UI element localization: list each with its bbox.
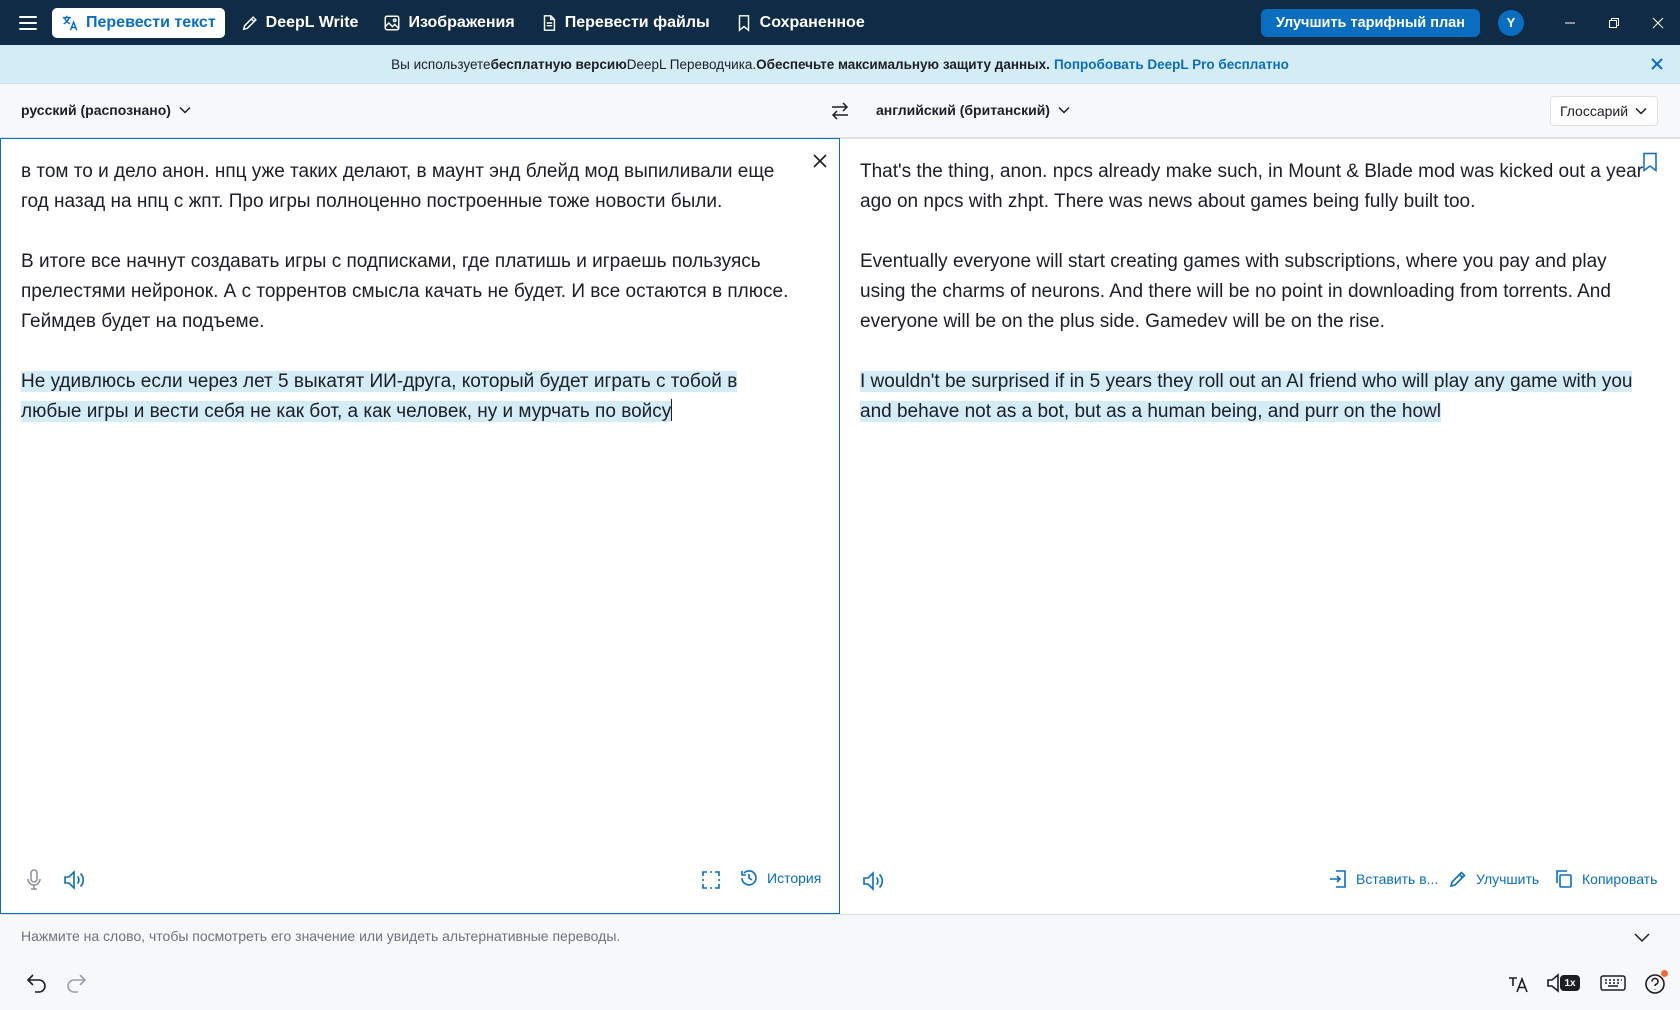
tab-deepl-write[interactable]	[232, 8, 368, 38]
improve-label: Улучшить	[1476, 871, 1540, 887]
source-panel	[0, 138, 840, 914]
insert-icon	[1328, 869, 1348, 889]
swap-languages-icon[interactable]	[828, 99, 852, 123]
chevron-down-icon[interactable]	[1632, 927, 1652, 947]
clear-text-icon[interactable]	[810, 151, 830, 171]
restore-icon	[1608, 17, 1620, 29]
speaker-icon[interactable]	[860, 868, 886, 894]
source-paragraph: В итоге все начнут создавать игры с подписками, где платишь и играешь пользуясь прелестями нейронок. А с торрентов смысла качать не будет. И все остаются в плюсе. Геймдев будет на подъеме.	[21, 251, 789, 332]
source-language-select[interactable]	[21, 102, 192, 118]
restore-button[interactable]	[1592, 0, 1636, 45]
tab-label: Перевести текст	[86, 13, 216, 31]
redo-icon[interactable]	[63, 970, 89, 996]
minimize-button[interactable]	[1548, 0, 1592, 45]
chevron-down-icon	[178, 103, 192, 117]
tab-translate-files[interactable]	[531, 8, 719, 38]
bottom-toolbar	[0, 957, 1680, 1010]
pencil-icon	[1448, 869, 1468, 889]
history-button[interactable]	[739, 868, 821, 888]
translation-output	[860, 157, 1645, 457]
source-footer	[1, 847, 839, 913]
file-icon	[540, 14, 558, 32]
target-panel	[840, 138, 1680, 914]
target-paragraph: That's the thing, anon. npcs already make such, in Mount & Blade mod was kicked out a year ago on npcs with zhpt. There was news about games being fully built too.	[860, 161, 1644, 212]
tab-label: Изображения	[408, 13, 515, 31]
source-text-input[interactable]	[21, 157, 791, 457]
save-translation-icon[interactable]	[1642, 152, 1658, 172]
banner-bold: Обеспечьте максимальную защиту данных.	[756, 56, 1050, 72]
target-language-select[interactable]	[876, 102, 1071, 118]
chevron-down-icon	[1057, 103, 1071, 117]
copy-icon	[1554, 869, 1574, 889]
avatar[interactable]: Y	[1498, 10, 1524, 36]
tab-label: Перевести файлы	[564, 13, 710, 31]
undo-icon[interactable]	[24, 970, 50, 996]
image-icon	[383, 14, 401, 32]
tab-translate-text[interactable]	[52, 8, 225, 38]
minimize-icon	[1564, 17, 1576, 29]
keyboard-icon[interactable]	[1598, 970, 1628, 996]
tab-images[interactable]	[374, 8, 523, 38]
language-bar	[0, 84, 1680, 138]
main-nav	[52, 0, 881, 45]
tab-saved[interactable]	[726, 8, 874, 38]
copy-button[interactable]	[1554, 869, 1657, 889]
chevron-down-icon	[1634, 104, 1648, 118]
selected-text: Не удивлюсь если через лет 5 выкатят ИИ-друга, который будет играть с тобой в любые игры и вести себя не как бот, а как человек, ну и мурчать по войсу	[21, 371, 738, 422]
target-paragraph-selected	[860, 367, 1645, 427]
close-icon[interactable]	[1648, 55, 1666, 73]
insert-into-button[interactable]	[1328, 869, 1438, 889]
microphone-icon[interactable]	[21, 867, 47, 893]
source-language-label: русский (распознано)	[21, 102, 171, 118]
speed-badge: 1x	[1560, 975, 1580, 991]
close-icon	[1652, 17, 1664, 29]
target-language-label: английский (британский)	[876, 102, 1050, 118]
text-cursor	[671, 399, 672, 421]
help-button[interactable]	[1642, 970, 1668, 996]
notification-dot	[1661, 970, 1668, 977]
copy-label: Копировать	[1582, 871, 1658, 887]
try-pro-link[interactable]: Попробовать DeepL Pro бесплатно	[1053, 56, 1289, 72]
improve-button[interactable]	[1448, 869, 1539, 889]
hint-bar	[0, 914, 1680, 957]
title-bar	[0, 0, 1680, 45]
source-paragraph: в том то и дело анон. нпц уже таких делают, в маунт энд блейд мод выпиливали еще год назад на нпц с жпт. Про игры полноценно построенные тоже новости были.	[21, 161, 775, 212]
menu-icon[interactable]	[14, 9, 42, 37]
glossary-label: Глоссарий	[1559, 103, 1629, 119]
upgrade-plan-button[interactable]: Улучшить тарифный план	[1261, 9, 1480, 37]
font-size-icon[interactable]	[1506, 970, 1532, 996]
speaker-icon[interactable]	[61, 867, 87, 893]
selected-translation: I wouldn't be surprised if in 5 years they roll out an AI friend who will play any game with you and behave not as a bot, but as a human being, and purr on the howl	[860, 371, 1633, 422]
tab-label: DeepL Write	[265, 13, 359, 31]
source-paragraph-selected	[21, 367, 791, 427]
banner-bold: бесплатную версию	[490, 56, 627, 72]
target-paragraph: Eventually everyone will start creating games with subscriptions, where you pay and play using the charms of neurons. And there will be no point in downloading from torrents. And everyone will be on the plus side. Gamedev will be on the rise.	[860, 251, 1611, 332]
speech-speed-button[interactable]	[1546, 970, 1582, 996]
glossary-button[interactable]	[1550, 96, 1658, 126]
translate-icon	[61, 14, 79, 32]
bookmark-icon	[735, 14, 753, 32]
free-version-banner	[0, 45, 1680, 84]
banner-text: Вы используете	[391, 56, 491, 72]
close-window-button[interactable]	[1636, 0, 1680, 45]
hint-text: Нажмите на слово, чтобы посмотреть его значение или увидеть альтернативные переводы.	[21, 928, 621, 944]
select-area-icon[interactable]	[698, 867, 724, 893]
insert-label: Вставить в...	[1356, 871, 1439, 887]
pencil-icon	[241, 14, 259, 32]
target-footer	[840, 848, 1680, 914]
banner-text: DeepL Переводчика.	[626, 56, 757, 72]
tab-label: Сохраненное	[759, 13, 865, 31]
history-label: История	[767, 870, 822, 886]
history-icon	[739, 868, 759, 888]
